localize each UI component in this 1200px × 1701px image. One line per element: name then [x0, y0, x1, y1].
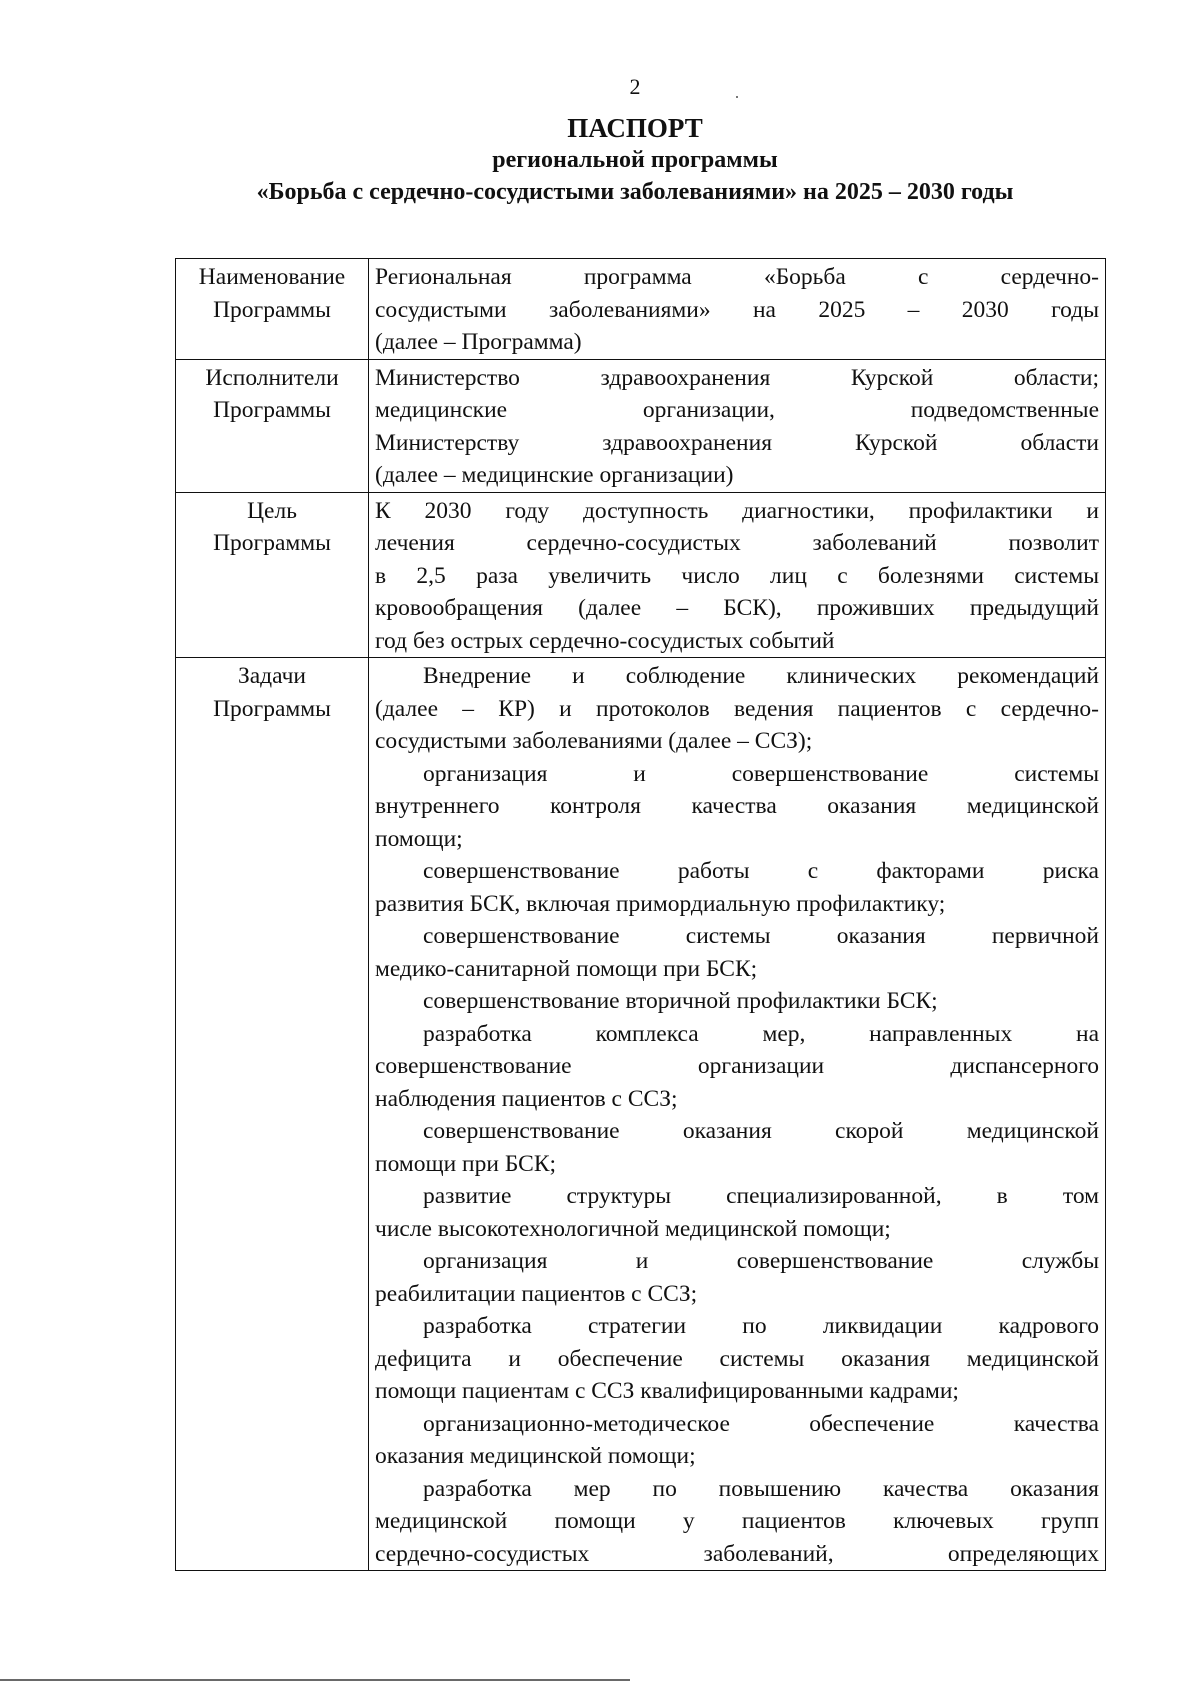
- task-line: медико-санитарной помощи при БСК;: [375, 955, 758, 982]
- task-line: помощи при БСК;: [375, 1150, 557, 1177]
- task-line: числе высокотехнологичной медицинской помощи;: [375, 1215, 891, 1242]
- row-label-line: Цель: [247, 497, 297, 524]
- task-line: наблюдения пациентов с ССЗ;: [375, 1085, 678, 1112]
- value-line: (далее – медицинские организации): [375, 462, 734, 488]
- passport-table: [175, 258, 1106, 1571]
- task-line: сердечно-сосудистых заболеваний, определяющих: [375, 1540, 1099, 1567]
- row-label-line: Задачи: [237, 663, 307, 689]
- title-line-1: ПАСПОРТ: [567, 113, 703, 143]
- document-title: [0, 112, 1200, 208]
- row-value: [369, 492, 1106, 658]
- task-line: Внедрение и соблюдение клинических рекомендаций: [423, 663, 1099, 689]
- task-line: дефицита и обеспечение системы оказания медицинской: [375, 1345, 1099, 1372]
- value-line: кровообращения (далее – БСК), проживших предыдущий: [375, 595, 1099, 621]
- task-line: развития БСК, включая примордиальную профилактику;: [375, 890, 946, 917]
- row-label-line: Наименование: [198, 264, 346, 290]
- task-line: организация и совершенствование службы: [423, 1248, 1099, 1274]
- value-line: Региональная программа «Борьба с сердечно-: [375, 264, 1099, 290]
- task-line: оказания медицинской помощи;: [375, 1443, 696, 1469]
- row-label-line: Исполнители: [205, 364, 339, 391]
- row-label-line: Программы: [213, 296, 331, 323]
- task-line: разработка мер по повышению качества оказания: [423, 1475, 1099, 1502]
- value-line: сосудистыми заболеваниями» на 2025 – 2030 годы: [375, 296, 1099, 323]
- task-line: разработка стратегии по ликвидации кадрового: [423, 1313, 1099, 1339]
- value-line: Министерство здравоохранения Курской области;: [375, 364, 1099, 391]
- row-label-line: Программы: [213, 695, 331, 722]
- row-label-line: Программы: [213, 397, 331, 423]
- value-line: в 2,5 раза увеличить число лиц с болезнями системы: [375, 562, 1099, 589]
- passport-row: [176, 259, 1106, 360]
- task-line: помощи пациентам с ССЗ квалифицированными кадрами;: [375, 1378, 959, 1404]
- task-line: помощи;: [375, 825, 463, 852]
- value-line: медицинские организации, подведомственные: [375, 397, 1099, 423]
- task-line: медицинской помощи у пациентов ключевых групп: [375, 1508, 1099, 1534]
- task-line: совершенствование системы оказания первичной: [423, 923, 1099, 949]
- title-line-3: «Борьба с сердечно-сосудистыми заболеваниями» на 2025 – 2030 годы: [256, 179, 1014, 205]
- row-label: [176, 359, 369, 492]
- task-line: реабилитации пациентов с ССЗ;: [375, 1280, 698, 1307]
- row-label-line: Программы: [213, 530, 331, 556]
- row-label: [176, 492, 369, 658]
- task-line: совершенствование работы с факторами риска: [423, 858, 1099, 884]
- task-line: развитие структуры специализированной, в том: [423, 1183, 1099, 1209]
- row-label: [176, 658, 369, 1571]
- task-line: совершенствование организации диспансерного: [375, 1053, 1099, 1079]
- task-line: совершенствование вторичной профилактики БСК;: [423, 988, 938, 1014]
- row-value: [369, 359, 1106, 492]
- passport-row: [176, 359, 1106, 492]
- task-line: совершенствование оказания скорой медицинской: [423, 1118, 1099, 1144]
- row-label: [176, 259, 369, 360]
- task-line: организация и совершенствование системы: [423, 760, 1099, 787]
- page-number: 2: [629, 74, 641, 99]
- passport-row: [176, 658, 1106, 1571]
- passport-row: [176, 492, 1106, 658]
- scan-speck: [736, 96, 738, 98]
- row-value: [369, 658, 1106, 1571]
- value-line: лечения сердечно-сосудистых заболеваний позволит: [375, 530, 1099, 556]
- row-value: [369, 259, 1106, 360]
- task-line: внутреннего контроля качества оказания медицинской: [375, 793, 1099, 819]
- task-line: организационно-методическое обеспечение качества: [423, 1410, 1099, 1437]
- value-line: К 2030 году доступность диагностики, профилактики и: [375, 497, 1099, 524]
- task-line: (далее – КР) и протоколов ведения пациентов с сердечно-: [375, 695, 1099, 722]
- task-line: сосудистыми заболеваниями (далее – ССЗ);: [375, 728, 813, 754]
- value-line: год без острых сердечно-сосудистых событий: [375, 627, 835, 654]
- value-line: (далее – Программа): [375, 329, 582, 355]
- task-line: разработка комплекса мер, направленных на: [423, 1020, 1099, 1047]
- value-line: Министерству здравоохранения Курской области: [375, 429, 1099, 456]
- scan-artifact-line: [0, 1679, 630, 1681]
- title-line-2: региональной программы: [492, 147, 778, 173]
